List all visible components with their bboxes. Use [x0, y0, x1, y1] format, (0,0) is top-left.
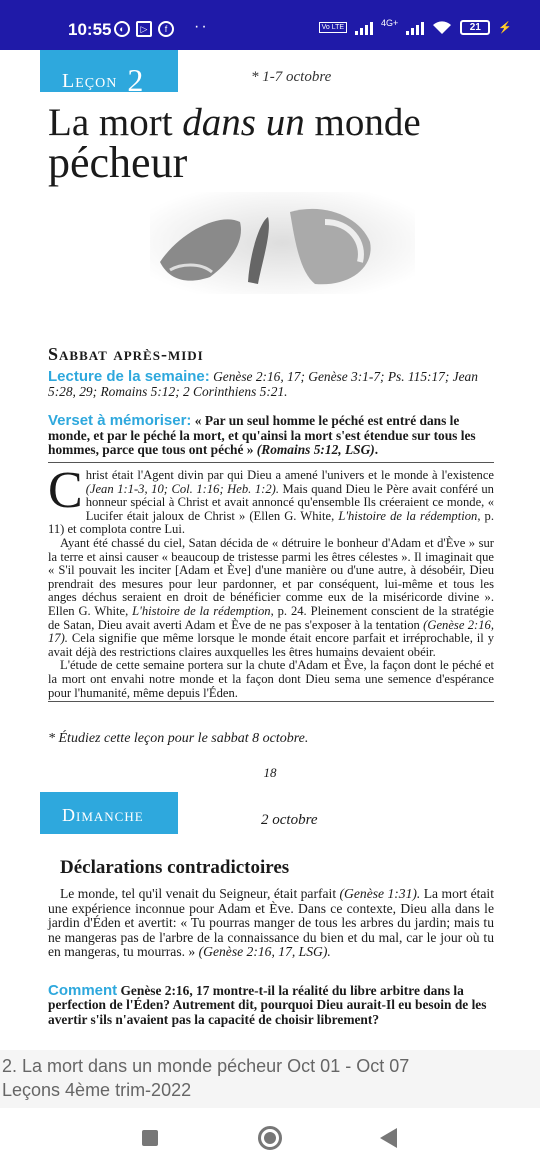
comment-label: Comment [48, 982, 118, 999]
signal-icon [355, 21, 373, 35]
network-type: 4G+ [381, 17, 399, 28]
dropcap: C [48, 462, 83, 519]
battery-level: 21 [469, 22, 481, 33]
more-notifications-icon: ·· [194, 18, 209, 35]
comment-block [48, 984, 494, 1027]
day-title: Déclarations contradictoires [60, 857, 290, 878]
facebook-icon: f [158, 21, 174, 37]
p2-book: L'histoire de la rédemption [132, 603, 271, 618]
page-number: 18 [263, 765, 277, 780]
day-date: 2 octobre [261, 812, 318, 828]
title-part2: monde [304, 101, 421, 144]
p1-text-b: Mais quand Dieu le Père avait conféré un honneur spécial à Christ et avait annoncé qu'ensemble Ils créeraient ce monde, « Lucifer était jaloux de Christ » (Ellen G. White, [85, 481, 494, 523]
memory-end: . [374, 442, 379, 457]
dim-text-b: La mort était une expérience inconnue pour Adam et Ève. Dans ce contexte, Dieu alla dans le jardin d'Éden et avertit: « Tu pourras manger de tous les arbres du jardin; mais tu ne mangeras pas de l'arbre de la connaissance du bien et du mal, car le jour où tu en mangeras, tu mourras. » [48, 886, 494, 960]
back-button[interactable] [380, 1128, 397, 1148]
app-notification-icon: ◐ [114, 21, 130, 37]
divider-2 [48, 701, 494, 702]
p2-text-c: Cela signifie que même lorsque le monde était encore parfait et irréprochable, il y avait déjà des restrictions claires auxquelles les êtres humains devaient obéir. [48, 631, 494, 659]
p1-ref: (Jean 1:1-3, 10; Col. 1:16; Heb. 1:2). [85, 481, 279, 496]
clock: 10:55 [68, 20, 112, 39]
study-note: * Étudiez cette leçon pour le sabbat 8 octobre. [48, 731, 309, 746]
play-notification-icon: ▷ [136, 21, 152, 37]
notification-icons [114, 21, 174, 37]
memory-text: « Par un seul homme le péché est entré dans le monde, et par le péché la mort, et qu'ainsi la mort s'est étendue sur tous les hommes, parce que tous ont péché » [48, 413, 476, 457]
paragraph-3: L'étude de cette semaine portera sur la chute d'Adam et Ève, la façon dont le péché et la mort ont envahi notre monde et la façon dont Dieu sema une semence d'espérance pour l'humanité, même depuis l'Éden. [48, 658, 494, 700]
comment-text: Genèse 2:16, 17 montre-t-il la réalité du libre arbitre dans la perfection de l'Éden? Autrement dit, pourquoi Dieu aurait-Il eu besoin de les avertir s'ils n'avaient pas la capacité de choisir librement? [48, 983, 487, 1027]
dim-ref2: (Genèse 2:16, 17, LSG). [198, 944, 331, 960]
book-info-bar[interactable] [0, 1050, 540, 1108]
title-line2: pécheur [48, 138, 188, 187]
p1-text: hrist était l'Agent divin par qui Dieu a amené l'univers et le monde à l'existence [85, 468, 494, 482]
memory-label: Verset à mémoriser: [48, 412, 192, 429]
system-icons [319, 17, 512, 35]
feet-serpent-illustration [150, 192, 415, 294]
charging-icon: ⚡ [498, 22, 512, 34]
title-italic: dans un [182, 101, 305, 144]
dim-text: Le monde, tel qu'il venait du Seigneur, était parfait [60, 886, 340, 901]
lesson-tag [40, 50, 178, 98]
memory-verse-block [48, 414, 494, 458]
wifi-icon [432, 21, 452, 35]
day-tag: Dimanche [40, 792, 178, 834]
dimanche-body [48, 887, 494, 960]
navigation-bar [0, 1108, 540, 1170]
battery-icon [460, 20, 490, 35]
memory-ref: (Romains 5:12, LSG) [256, 442, 375, 457]
p1-book: L'histoire de la rédemption [338, 508, 478, 523]
p2-text: Ayant été chassé du ciel, Satan décida de « détruire le bonheur d'Adam et d'Ève » sur la terre et ainsi causer « beaucoup de tristesse parmi les êtres célestes ». Il imaginait que « S'il pouvait les inciter [Adam et Ève] d'une manière ou d'une autre, à désobéir, Dieu prendrait des mesures pour leur pardonner, et par conséquent, lui-même et tous les anges déchus seraient en droit de bénéficier comme eux de la miséricorde divine ». Ellen G. White, [48, 535, 494, 618]
p2-text-b: , p. 24. Pleinement conscient de la stratégie de Satan, Dieu avait averti Adam et Ève de ne pas s'exposer à la tentation [48, 603, 494, 632]
lesson-number: 2 [127, 62, 145, 98]
p1-text-c: , p. 11) et complota contre Lui. [48, 508, 494, 537]
reading-refs: Genèse 2:16, 17; Genèse 3:1-7; Ps. 115:17; Jean 5:28, 29; Romains 5:12; 2 Corinthiens 5:21. [48, 369, 478, 399]
status-bar [0, 0, 540, 50]
sabbat-body [48, 462, 494, 700]
signal-2-icon [406, 21, 424, 35]
sabbat-heading: Sabbat après-midi [48, 344, 204, 364]
reading-label: Lecture de la semaine: [48, 368, 210, 385]
lesson-page[interactable] [0, 50, 540, 1050]
home-button[interactable] [258, 1126, 282, 1150]
reading-block [48, 370, 494, 399]
divider [48, 462, 494, 463]
book-title: Leçons 4ème trim-2022 [2, 1080, 192, 1100]
p2-ref: (Genèse 2:16, 17). [48, 617, 494, 646]
lesson-title [48, 103, 421, 185]
lesson-tag-word: Leçon [62, 70, 118, 92]
dim-ref: (Genèse 1:31). [339, 886, 421, 901]
chapter-title: 2. La mort dans un monde pécheur Oct 01 - Oct 07 [2, 1056, 410, 1076]
recents-button[interactable] [142, 1130, 158, 1146]
paragraph-2 [48, 537, 494, 659]
volte-icon: Vo LTE [319, 22, 347, 33]
title-part1: La mort [48, 101, 183, 144]
lesson-dates: * 1-7 octobre [251, 69, 332, 85]
